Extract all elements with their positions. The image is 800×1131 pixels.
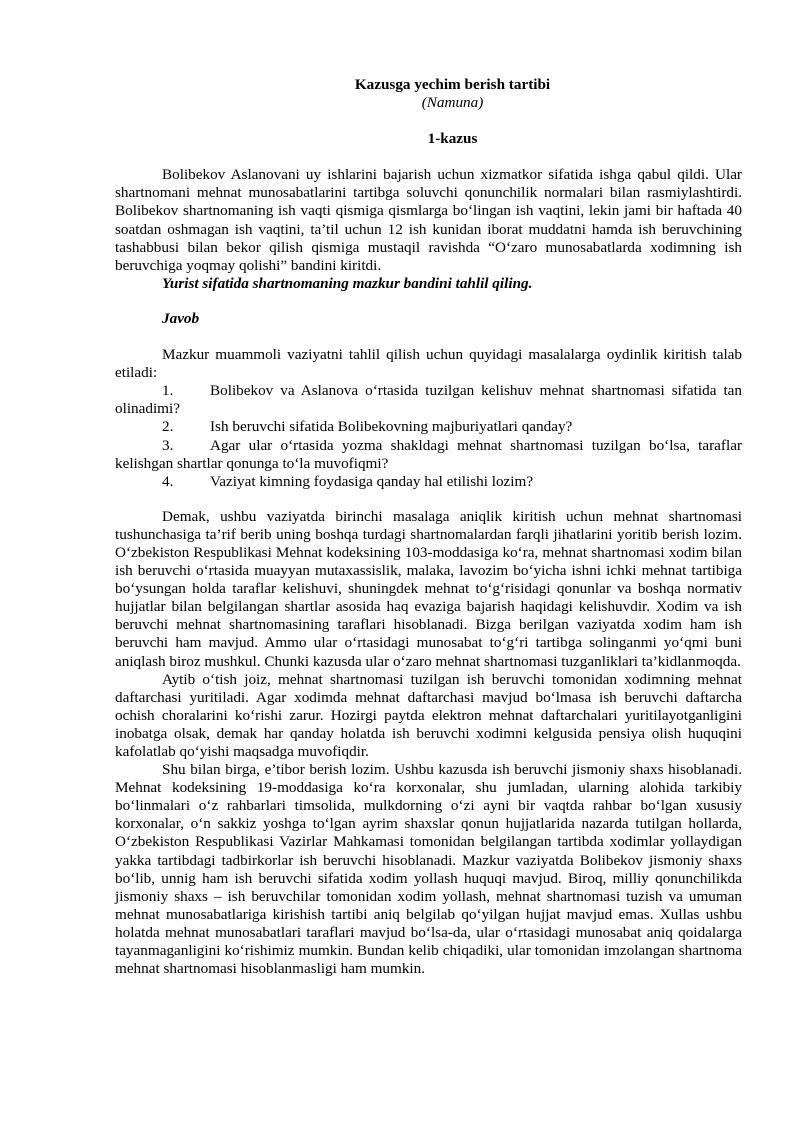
document-title: Kazusga yechim berish tartibi bbox=[354, 76, 551, 93]
question-text: Bolibekov va Aslanova o‘rtasida tuzilgan kelishuv mehnat shartnomasi sifatida tan olinadimi? bbox=[115, 382, 742, 418]
answer-intro: Mazkur muammoli vaziyatni tahlil qilish uchun quyidagi masalalarga oydinlik kiritish talab etiladi: bbox=[115, 346, 742, 382]
body-paragraph: Shu bilan birga, e’tibor berish lozim. Ushbu kazusda ish beruvchi jismoniy shaxs hisoblanadi. Mehnat kodeksining 19-moddasiga ko‘ra korxonalar, shu jumladan, ularning alohida tarkibiy bo‘linmalari o‘z rahbarlari timsolida, mulkdorning o‘zi ayni bir vaqtda rahbar bo‘lgan xususiy korxonalar, o‘n sakkiz yoshga to‘lgan ayrim shaxslar qonun hujjatlarida nazarda tutilgan hollarda, O‘zbekiston Respublikasi Vazirlar Mahkamasi tomonidan belgilangan tartibda xodimlar yollaydigan yakka tartibdagi tadbirkorlar ish beruvchi hisoblanadi. Mazkur vaziyatda Bolibekov jismoniy shaxs bo‘lib, unnig ham ish beruvchi sifatida xodim yollash huquqi mavjud. Biroq, milliy qonunchilikda jismoniy shaxs – ish beruvchilar tomonidan xodim yollash, mehnat shartnomasi tuzish va umuman mehnat munosabatlariga kirishish tartibi aniq belgilab qo‘yilgan hujjat mavjud emas. Xullas ushbu holatda mehnat munosabatlari taraflari mavjud bo‘lsa-da, ular o‘rtasidagi munosabat aniq qoidalarga tayanmaganligini ko‘rishimiz mumkin. Bundan kelib chiqadiki, ular tomonidan imzolangan shartnoma mehnat shartnomasi hisoblanmasligi ham mumkin. bbox=[115, 761, 742, 978]
question-list bbox=[115, 382, 742, 491]
answer-heading: Javob bbox=[162, 309, 200, 327]
question-number: 3. bbox=[162, 436, 174, 454]
question-item bbox=[115, 382, 742, 418]
case-task: Yurist sifatida shartnomaning mazkur bandini tahlil qiling. bbox=[162, 274, 533, 292]
case-title: 1-kazus bbox=[427, 130, 478, 148]
body-paragraph: Demak, ushbu vaziyatda birinchi masalaga aniqlik kiritish uchun mehnat shartnomasi tushunchasiga ta’rif berib uning boshqa turdagi shartnomalardan farqli jihatlarini yoritib berish lozim. O‘zbekiston Respublikasi Mehnat kodeksining 103-moddasiga ko‘ra, mehnat shartnomasi xodim bilan ish beruvchi o‘rtasida muayyan mutaxassislik, malaka, lavozim bo‘yicha ishni ichki mehnat tartibiga bo‘ysungan holda taraflar kelishuvi, shuningdek mehnat to‘g‘risidagi qonunlar va boshqa normativ hujjatlar bilan belgilangan shartlar asosida haq evaziga bajarish haqidagi kelishuvdir. Xodim va ish beruvchi mehnat shartnomasining taraflari hisoblanadi. Bizga berilgan vaziyatda xodim ham ish beruvchi ham mavjud. Ammo ular o‘rtasidagi munosabat to‘g‘ri tartibga solinganmi yo‘qmi buni aniqlash biroz mushkul. Chunki kazusda ular o‘zaro mehnat shartnomasi tuzganliklari ta’kidlanmoqda. bbox=[115, 507, 742, 670]
question-number: 1. bbox=[162, 382, 174, 400]
question-text: Vaziyat kimning foydasiga qanday hal etilishi lozim? bbox=[210, 472, 534, 490]
question-item bbox=[115, 437, 742, 473]
case-text: Bolibekov Aslanovani uy ishlarini bajarish uchun xizmatkor sifatida ishga qabul qildi. Ular shartnomani mehnat munosabatlarini tartibga soluvchi qonunchilik normalari bilan rasmiylashtirdi. Bolibekov shartnomaning ish vaqti qismiga qismlarga bo‘lingan ish vaqtini, lekin jami bir haftada 40 soatdan oshmagan ish vaqtini, ta’til uchun 12 ish kunidan iborat muddatni hamda ish beruvchining tashabbusi bilan bekor qilish qismiga mustaqil ravishda “O‘zaro munosabatlarda xodimning ish beruvchiga yoqmay qolishi” bandini kiritdi. bbox=[115, 166, 742, 274]
document-page bbox=[115, 76, 742, 978]
body-paragraph: Aytib o‘tish joiz, mehnat shartnomasi tuzilgan ish beruvchi tomonidan xodimning mehnat daftarchasi yuritiladi. Agar xodimda mehnat daftarchasi mavjud bo‘lmasa ish beruvchi daftarcha ochish choralarini ko‘rishi zarur. Hozirgi paytda elektron mehnat daftarchalari yuritilayotganligini inobatga olsak, demak har qanday holatda ish beruvchi xodimni kelgusida pensiya olish huquqini kafolatlab qo‘yishi maqsadga muvofiqdir. bbox=[115, 670, 742, 760]
question-item bbox=[115, 473, 742, 491]
document-subtitle: (Namuna) bbox=[421, 94, 484, 112]
question-text: Ish beruvchi sifatida Bolibekovning majburiyatlari qanday? bbox=[210, 418, 573, 436]
question-number: 2. bbox=[162, 418, 174, 436]
question-number: 4. bbox=[162, 472, 174, 490]
question-item bbox=[115, 418, 742, 436]
question-text: Agar ular o‘rtasida yozma shakldagi mehnat shartnomasi tuzilgan bo‘lsa, taraflar kelishgan shartlar qonunga to‘la muvofiqmi? bbox=[115, 436, 742, 472]
